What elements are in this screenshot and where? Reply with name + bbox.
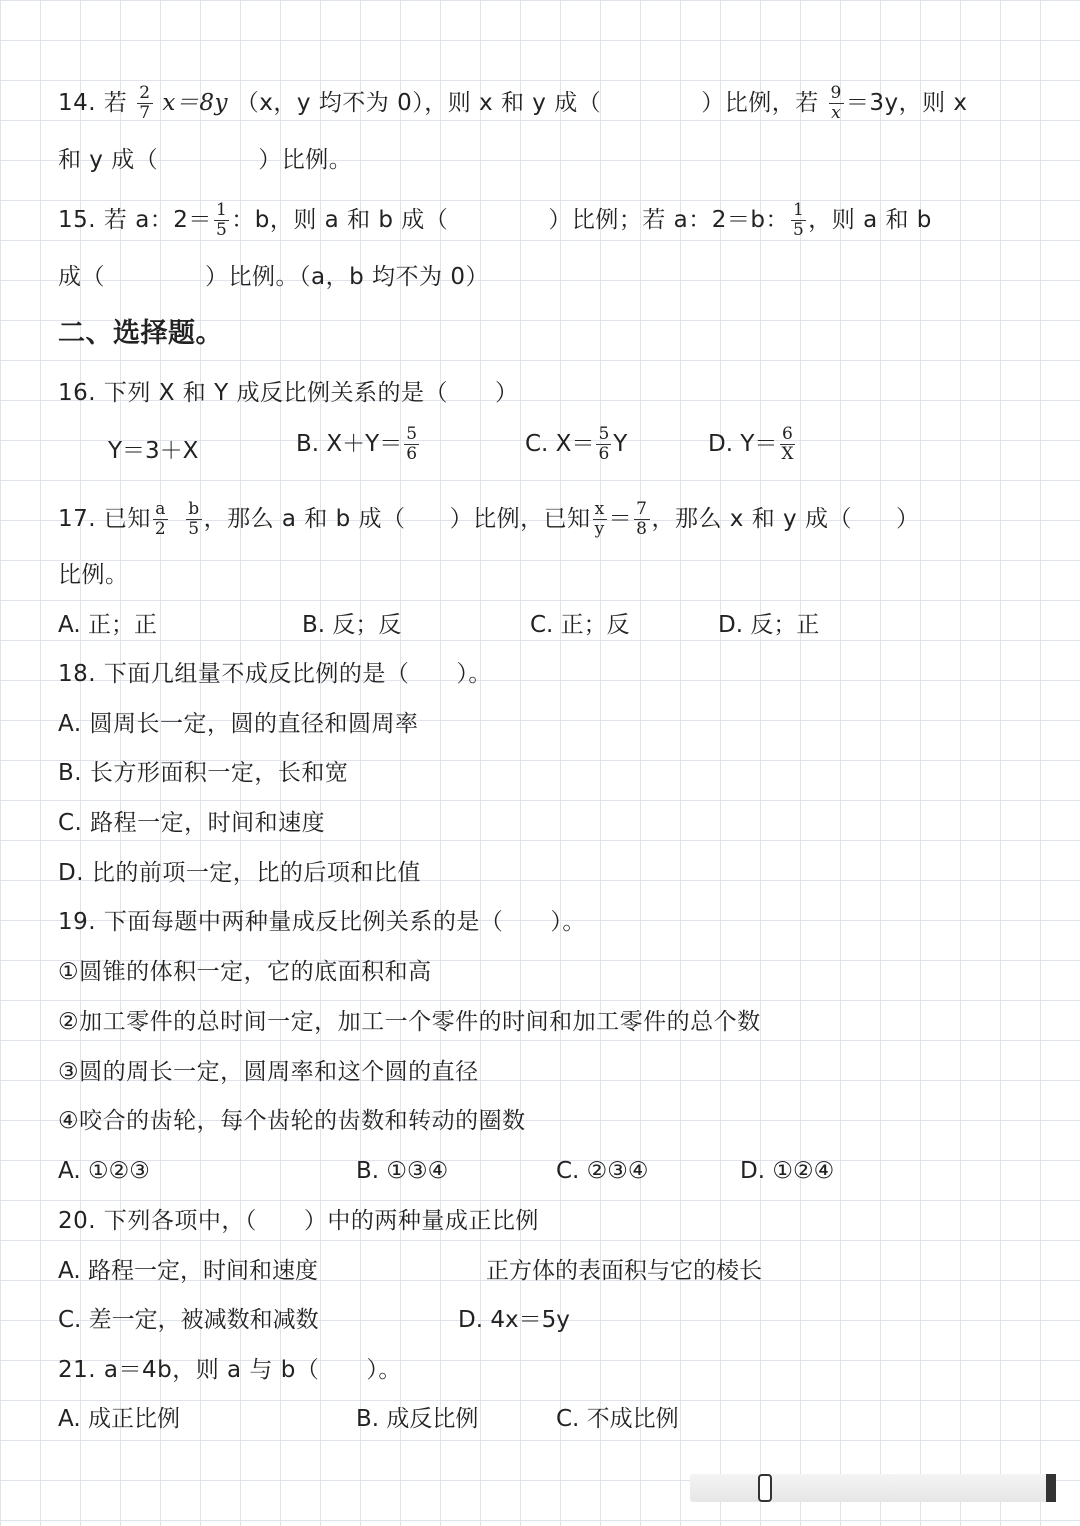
q17-option-c: C. 正；反 <box>530 612 630 638</box>
q20-option-b: 正方体的表面积与它的棱长 <box>486 1258 762 1284</box>
q21-option-b: B. 成反比例 <box>356 1406 479 1432</box>
q17-f3-num: x <box>594 499 605 519</box>
q17-fraction-b <box>186 500 201 539</box>
q17-line1 <box>58 500 919 539</box>
q16-option-d-prefix: D. Y＝ <box>708 431 778 457</box>
q15-f1-den: 5 <box>215 220 228 240</box>
q14-mid: ）比例，若 <box>701 90 819 116</box>
q17-f4-num: 7 <box>636 499 648 519</box>
q16-b-num: 5 <box>406 424 418 444</box>
q17-f1-den: 2 <box>154 519 167 539</box>
q17-fraction-x <box>593 500 607 539</box>
q16-d-den: X <box>781 444 794 464</box>
q17-fraction-78 <box>634 500 649 539</box>
q15-part-d: ，则 a 和 b <box>808 207 932 233</box>
q14-f1-den: 7 <box>139 103 151 123</box>
q14-f1-num: 2 <box>139 83 151 103</box>
q14-line2-text: 和 y 成（ <box>58 147 159 173</box>
q16-option-a: Y＝3＋X <box>108 438 199 464</box>
q21-option-c: C. 不成比例 <box>556 1406 679 1432</box>
q15-f1-num: 1 <box>215 200 228 220</box>
q17-line2: 比例。 <box>58 562 129 588</box>
q17-part-a: 17. 已知 <box>58 506 151 532</box>
q14-fraction-2 <box>829 84 844 123</box>
q14-line2 <box>58 145 352 175</box>
q18-option-b: B. 长方形面积一定，长和宽 <box>58 760 349 786</box>
q15-part-c: ）比例；若 a：2＝b： <box>548 207 789 233</box>
q17-f2-num: b <box>188 499 200 519</box>
q16-option-c-suffix: Y <box>613 431 628 457</box>
q21-question: 21. a＝4b，则 a 与 b（ ）。 <box>58 1357 402 1383</box>
q20-question: 20. 下列各项中，（ ）中的两种量成正比例 <box>58 1208 539 1234</box>
q14-equation: x＝8y <box>162 90 228 116</box>
q18-option-d: D. 比的前项一定，比的后项和比值 <box>58 860 421 886</box>
q16-option-b <box>296 425 421 464</box>
q15-line2-end: ）比例。（a，b 均不为 0） <box>205 264 489 290</box>
q17-option-a: A. 正；正 <box>58 612 157 638</box>
horizontal-scrollbar[interactable] <box>690 1474 1056 1502</box>
q16-option-b-fraction <box>404 425 419 464</box>
q17-part-b: ，那么 a 和 b 成（ <box>203 506 406 532</box>
q19-item-2: ②加工零件的总时间一定，加工一个零件的时间和加工零件的总个数 <box>58 1009 761 1035</box>
q19-question: 19. 下面每题中两种量成反比例关系的是（ ）。 <box>58 909 586 935</box>
q15-f2-den: 5 <box>792 220 805 240</box>
q17-part-e: ） <box>895 506 920 532</box>
q18-option-a: A. 圆周长一定，圆的直径和圆周率 <box>58 711 419 737</box>
section-heading: 二、选择题。 <box>58 318 223 349</box>
q16-option-c-fraction <box>596 425 611 464</box>
q16-option-c <box>525 425 627 464</box>
q16-c-den: 6 <box>598 444 610 464</box>
q16-option-b-prefix: B. X＋Y＝ <box>296 431 403 457</box>
q14-condition: （x，y 均不为 0），则 x 和 y 成（ <box>235 90 602 116</box>
q17-f3-den: y <box>594 519 605 539</box>
q17-f1-num: a <box>155 499 166 519</box>
q14-f2-den: x <box>831 103 842 123</box>
q19-item-4: ④咬合的齿轮，每个齿轮的齿数和转动的圈数 <box>58 1108 526 1134</box>
q15-f2-num: 1 <box>792 200 805 220</box>
q17-option-d: D. 反；正 <box>718 612 820 638</box>
q15-line2-text: 成（ <box>58 264 105 290</box>
scrollbar-end-cap <box>1046 1474 1056 1502</box>
q19-item-3: ③圆的周长一定，圆周率和这个圆的直径 <box>58 1059 479 1085</box>
q19-option-c: C. ②③④ <box>556 1158 649 1184</box>
q21-option-a: A. 成正比例 <box>58 1406 180 1432</box>
q16-b-den: 6 <box>406 444 418 464</box>
q20-option-c: C. 差一定，被减数和减数 <box>58 1307 319 1333</box>
q19-option-b: B. ①③④ <box>356 1158 449 1184</box>
q16-d-num: 6 <box>782 424 793 444</box>
q14-ruo: 若 <box>103 90 128 116</box>
q14-line1 <box>58 84 968 123</box>
q15-number: 15. <box>58 207 97 233</box>
q19-item-1: ①圆锥的体积一定，它的底面积和高 <box>58 959 432 985</box>
q16-option-c-prefix: C. X＝ <box>525 431 595 457</box>
q17-part-c: ）比例，已知 <box>449 506 591 532</box>
scrollbar-thumb[interactable] <box>758 1474 772 1502</box>
q19-option-a: A. ①②③ <box>58 1158 150 1184</box>
q14-fraction-1 <box>137 84 152 123</box>
q17-f2-den: 5 <box>188 519 200 539</box>
q16-c-num: 5 <box>598 424 610 444</box>
q14-number: 14. <box>58 90 97 116</box>
q20-option-d: D. 4x＝5y <box>458 1307 570 1333</box>
q19-option-d: D. ①②④ <box>740 1158 835 1184</box>
q16-option-d <box>708 425 798 464</box>
q15-part-b: ：b，则 a 和 b 成（ <box>231 207 449 233</box>
q17-part-d: ，那么 x 和 y 成（ <box>651 506 852 532</box>
q18-option-c: C. 路程一定，时间和速度 <box>58 810 326 836</box>
q15-fraction-2 <box>791 201 806 240</box>
q14-equation-2: ＝3y，则 x <box>845 90 968 116</box>
q18-question: 18. 下面几组量不成反比例的是（ ）。 <box>58 661 492 687</box>
q14-line2-end: ）比例。 <box>258 147 353 173</box>
q14-f2-num: 9 <box>830 83 842 103</box>
q16-question: 16. 下列 X 和 Y 成反比例关系的是（ ） <box>58 380 519 406</box>
q15-fraction-1 <box>214 201 229 240</box>
q15-line1 <box>58 201 932 240</box>
q15-line2 <box>58 262 489 292</box>
q16-option-d-fraction <box>779 425 795 464</box>
q17-option-b: B. 反；反 <box>302 612 402 638</box>
q15-part-a: 若 a：2＝ <box>103 207 212 233</box>
q17-f4-den: 8 <box>636 519 648 539</box>
q20-option-a: A. 路程一定，时间和速度 <box>58 1258 318 1284</box>
q17-fraction-a <box>153 500 168 539</box>
q17-equals: ＝ <box>608 506 633 532</box>
